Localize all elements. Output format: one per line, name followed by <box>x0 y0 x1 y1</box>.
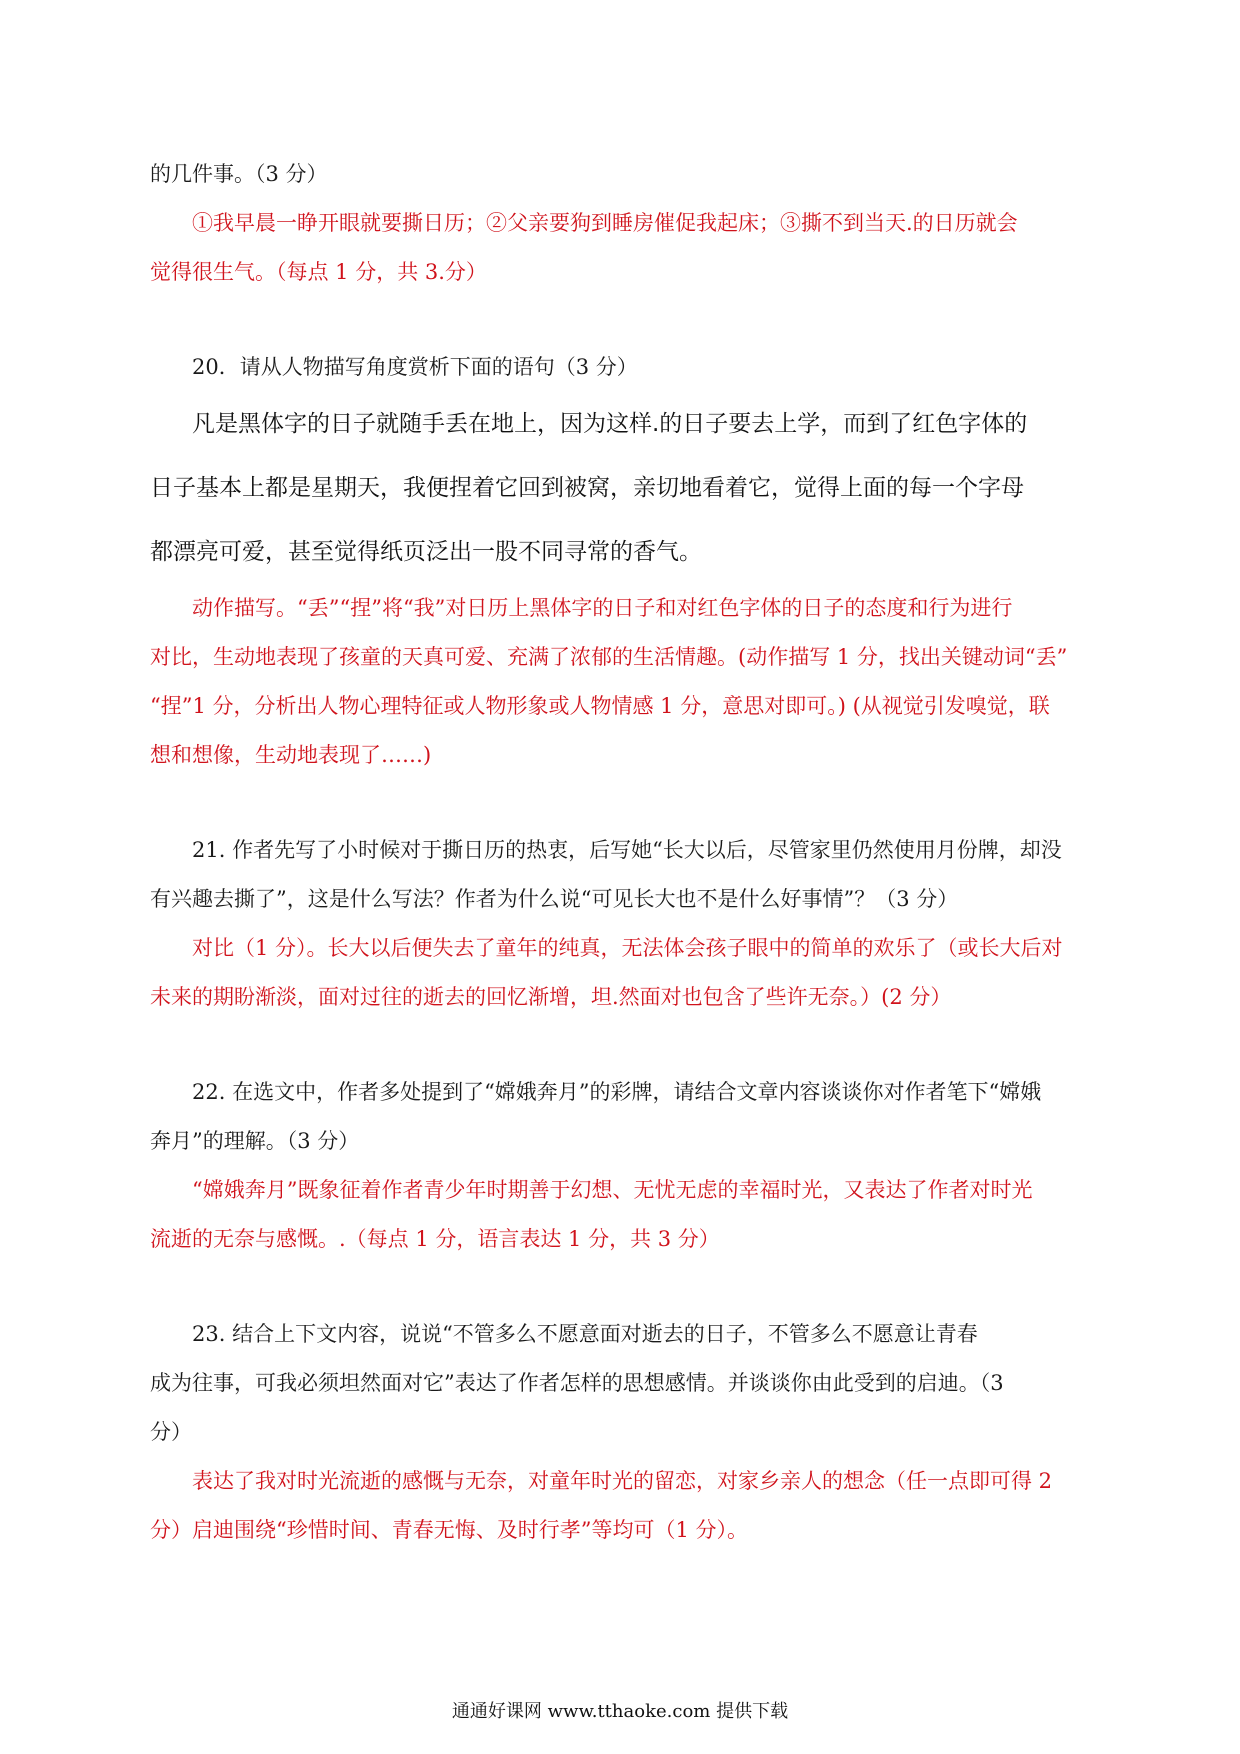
page-footer: 通通好课网 www.tthaoke.com 提供下载 <box>451 1701 789 1722</box>
q19-answer-line-2: 觉得很生气。（每点 1 分，共 3.分） <box>150 260 487 284</box>
q23-answer-line-1: 表达了我对时光流逝的感慨与无奈，对童年时光的留恋，对家乡亲人的想念（任一点即可得 2 <box>192 1469 1053 1493</box>
q19-question-tail: 的几件事。（3 分） <box>150 162 328 186</box>
q20-quote-line-2: 日子基本上都是星期天，我便捏着它回到被窝，亲切地看着它，觉得上面的每一个字母 <box>150 475 1024 501</box>
q20-question: 20．请从人物描写角度赏析下面的语句（3 分） <box>192 355 638 379</box>
q23-question-line-1: 23. 结合上下文内容，说说“不管多么不愿意面对逝去的日子，不管多么不愿意让青春 <box>192 1322 978 1346</box>
q20-quote-line-3: 都漂亮可爱，甚至觉得纸页泛出一股不同寻常的香气。 <box>150 539 702 565</box>
q19-answer-line-1: ①我早晨一睁开眼就要撕日历；②父亲要狗到睡房催促我起床；③撕不到当天.的日历就会 <box>192 211 1018 235</box>
q20-answer-line-3: “捏”1 分，分析出人物心理特征或人物形象或人物情感 1 分，意思对即可。) (从视觉引发嗅觉，联 <box>150 694 1050 718</box>
q21-question-line-2: 有兴趣去撕了”，这是什么写法？作者为什么说“可见长大也不是什么好事情”？（3 分） <box>150 887 959 911</box>
q23-question-line-2: 成为往事，可我必须坦然面对它”表达了作者怎样的思想感情。并谈谈你由此受到的启迪。（3 <box>150 1371 1004 1395</box>
q20-quote-line-1: 凡是黑体字的日子就随手丢在地上，因为这样.的日子要去上学，而到了红色字体的 <box>192 411 1028 437</box>
q22-question-line-1: 22. 在选文中，作者多处提到了“嫦娥奔月”的彩牌，请结合文章内容谈谈你对作者笔下“嫦娥 <box>192 1080 1042 1104</box>
q22-answer-line-2: 流逝的无奈与感慨。.（每点 1 分，语言表达 1 分，共 3 分） <box>150 1227 720 1251</box>
q20-answer-line-2: 对比，生动地表现了孩童的天真可爱、充满了浓郁的生活情趣。(动作描写 1 分，找出关键动词“丢” <box>150 645 1068 669</box>
q20-answer-line-4: 想和想像，生动地表现了……) <box>150 743 432 767</box>
q22-answer-line-1: “嫦娥奔月”既象征着作者青少年时期善于幻想、无忧无虑的幸福时光，又表达了作者对时光 <box>192 1178 1033 1202</box>
q21-answer-line-2: 未来的期盼渐淡，面对过往的逝去的回忆渐增，坦.然面对也包含了些许无奈。）(2 分） <box>150 985 952 1009</box>
q22-question-line-2: 奔月”的理解。（3 分） <box>150 1129 360 1153</box>
q23-answer-line-2: 分）启迪围绕“珍惜时间、青春无悔、及时行孝”等均可（1 分）。 <box>150 1518 749 1542</box>
document-page <box>150 150 1095 1555</box>
q21-question-line-1: 21. 作者先写了小时候对于撕日历的热衷，后写她“长大以后，尽管家里仍然使用月份牌，却没 <box>192 838 1062 862</box>
q20-answer-line-1: 动作描写。“丢”“捏”将“我”对日历上黑体字的日子和对红色字体的日子的态度和行为进行 <box>192 596 1013 620</box>
q21-answer-line-1: 对比（1 分）。长大以后便失去了童年的纯真，无法体会孩子眼中的简单的欢乐了（或长大后对 <box>192 936 1063 960</box>
q23-question-line-3: 分） <box>150 1420 192 1444</box>
